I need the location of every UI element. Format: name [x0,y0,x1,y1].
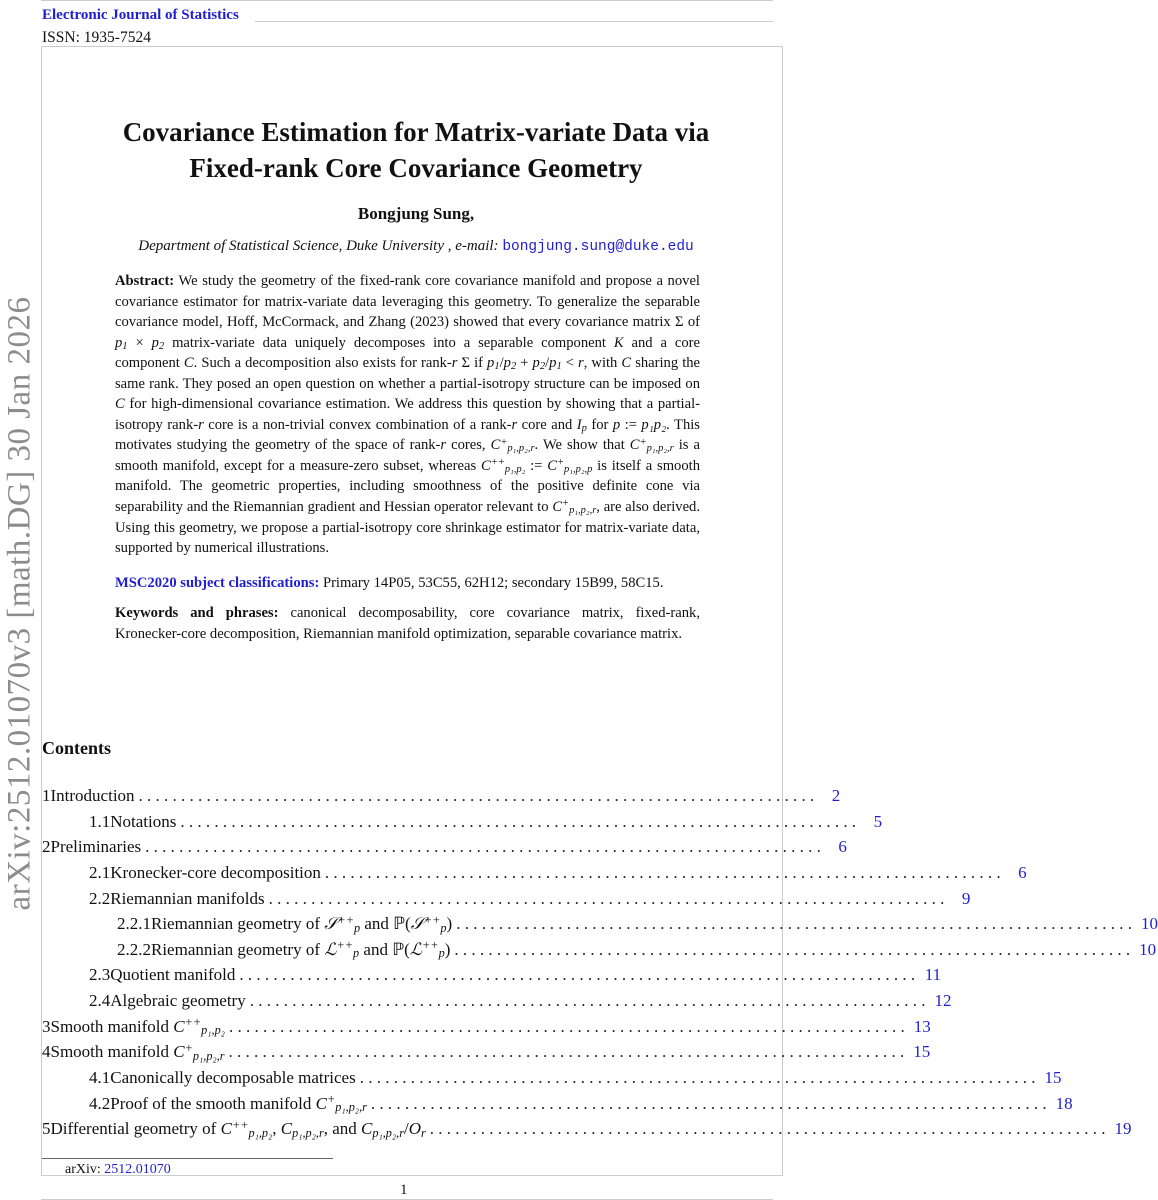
math-subscript: p [581,422,587,434]
affiliation [60,238,772,255]
math-subscript: p₁,p₂,r [292,1125,324,1140]
toc-page-link[interactable]: 6 [838,837,847,857]
keywords [115,603,700,644]
issn: ISSN: 1935-7524 [42,29,151,46]
math-symbol: C++p₁,p₂ [173,1015,225,1038]
math-subscript: p [440,920,447,935]
math-superscript: ++ [231,1117,249,1132]
toc-entry-number: 1.1 [89,811,111,831]
math-symbol: p2 [151,334,165,352]
toc-entry-title[interactable]: Canonically decomposable matrices [110,1068,356,1088]
toc-entry-title[interactable]: Kronecker-core decomposition [110,862,321,882]
contents-heading: Contents [42,738,112,758]
journal-rule [255,21,773,22]
math-symbol: 𝒮++p [324,912,361,935]
toc-page-link[interactable]: 11 [924,965,942,985]
math-superscript: + [556,457,565,469]
toc-entry-number: 2.3 [89,965,111,985]
toc-entry[interactable] [42,862,1027,889]
dot-leader: . . . . . . . . . . . . . . . . . . . . . . . . . . . . . . . . . . . . . . . . . . . . . . . . . . . . . . . . . . . . . . . . . . . . . . . . . . . . . . . . [249,991,926,1011]
math-symbol: p [612,416,621,433]
math-symbol: Cp₁,p₂,r [361,1119,404,1140]
toc-entry-title[interactable]: Differential geometry of C++p₁,p₂, Cp₁,p₂,r, and Cp₁,p₂,r/Or [50,1117,426,1140]
math-symbol: C+p₁,p₂,r [173,1040,225,1063]
toc-page-link[interactable]: 12 [934,991,952,1011]
toc-page-link[interactable]: 2 [831,786,841,805]
dot-leader: . . . . . . . . . . . . . . . . . . . . . . . . . . . . . . . . . . . . . . . . . . . . . . . . . . . . . . . . . . . . . . . . . . . . . . . . . . . . . . . . [429,1119,1106,1139]
math-symbol: p1 [549,355,562,373]
keywords-label: Keywords and phrases: [115,605,279,622]
toc-entry-number: 2.2 [89,888,111,908]
math-symbol: p2 [503,355,517,373]
math-symbol: r [511,416,518,433]
math-symbol: p2 [532,355,546,373]
math-superscript: ++ [337,912,354,927]
affiliation-text: Department of Statistical Science, Duke University , e-mail: [138,238,503,254]
toc-page-link[interactable]: 15 [1044,1068,1062,1088]
math-subscript: p [353,946,360,961]
toc-page-link[interactable]: 13 [913,1016,931,1036]
math-symbol: C+p₁,p₂,r [552,498,597,517]
msc-label-link[interactable]: MSC2020 subject classifications: [115,574,320,591]
toc-entry[interactable] [42,837,847,863]
math-symbol: r [198,416,204,433]
math-subscript: p [438,946,445,961]
toc-entry[interactable] [42,1092,1073,1120]
paper-title [60,114,772,186]
title-line-2: Fixed-rank Core Covariance Geometry [189,153,643,183]
toc-entry-title[interactable]: Riemannian manifolds [110,888,265,908]
math-superscript: ++ [423,912,441,927]
math-superscript: + [562,498,570,510]
dot-leader: . . . . . . . . . . . . . . . . . . . . . . . . . . . . . . . . . . . . . . . . . . . . . . . . . . . . . . . . . . . . . . . . . . . . . . . . . . . . . . . . [456,914,1132,934]
toc-entry-title[interactable]: Smooth manifold C+p₁,p₂,r [50,1040,225,1063]
math-symbol: C+p₁,p₂,r [315,1092,367,1115]
arxiv-sidebar-stamp: arXiv:2512.01070v3 [math.DG] 30 Jan 2026 [1,296,38,911]
toc-entry-number: 4.1 [89,1068,111,1088]
math-superscript: ++ [490,457,505,469]
math-symbol: p1 [487,355,500,373]
toc-entry-title[interactable]: Smooth manifold C++p₁,p₂ [50,1015,225,1038]
toc-entry-number: 2.2.1 [117,914,151,934]
toc-entry-title[interactable]: Preliminaries [50,837,142,857]
toc-entry[interactable] [42,1015,931,1043]
math-symbol: C [621,355,632,372]
toc-entry[interactable] [42,1068,1062,1094]
math-subscript: p₁,p₂,r [335,1100,367,1115]
math-subscript: p₁,p₂,p [564,464,593,476]
math-symbol: p1 [115,334,128,352]
keywords-text: canonical decomposability, core covariance matrix, fixed-rank, Kronecker-core decomposition, Riemannian manifold optimization, separable covariance matrix. [115,605,701,642]
toc-entry-number: 5 [42,1119,51,1139]
math-symbol: 𝒮++p [410,912,447,935]
toc-page-link[interactable]: 10 [1140,914,1158,934]
math-symbol: r [451,355,458,372]
math-subscript: p [353,920,361,935]
math-subscript: p₁,p₂,r [646,443,674,455]
toc-page-link[interactable]: 15 [913,1042,931,1062]
toc-entry-title[interactable]: Quotient manifold [110,965,236,985]
footnote [65,1162,171,1178]
math-superscript: ++ [422,938,439,953]
toc-entry-number: 2.1 [89,862,111,882]
math-subscript: 2 [510,361,517,373]
abstract [115,271,700,559]
journal-name-link[interactable]: Electronic Journal of Statistics [42,7,239,23]
math-subscript: p₁,p₂,r [569,505,597,517]
toc-entry[interactable] [42,786,841,812]
toc-entry[interactable] [42,888,971,915]
toc-entry[interactable] [42,811,883,838]
math-subscript: 2 [158,340,165,352]
dot-leader: . . . . . . . . . . . . . . . . . . . . . . . . . . . . . . . . . . . . . . . . . . . . . . . . . . . . . . . . . . . . . . . . . . . . . . . . . . . . . . . . [145,837,821,857]
toc-entry-number: 3 [42,1016,51,1036]
toc-entry[interactable] [42,965,942,991]
toc-entry-number: 4 [42,1042,51,1062]
dot-leader: . . . . . . . . . . . . . . . . . . . . . . . . . . . . . . . . . . . . . . . . . . . . . . . . . . . . . . . . . . . . . . . . . . . . . . . . . . . . . . . . [324,862,1001,882]
toc-entry-number: 2.4 [89,991,111,1011]
math-superscript: + [184,1040,193,1055]
toc-page-link[interactable]: 5 [873,811,883,831]
dot-leader: . . . . . . . . . . . . . . . . . . . . . . . . . . . . . . . . . . . . . . . . . . . . . . . . . . . . . . . . . . . . . . . . . . . . . . . . . . . . . . . . [359,1068,1036,1088]
dot-leader: . . . . . . . . . . . . . . . . . . . . . . . . . . . . . . . . . . . . . . . . . . . . . . . . . . . . . . . . . . . . . . . . . . . . . . . . . . . . . . . . [138,786,815,805]
dot-leader: . . . . . . . . . . . . . . . . . . . . . . . . . . . . . . . . . . . . . . . . . . . . . . . . . . . . . . . . . . . . . . . . . . . . . . . . . . . . . . . . [228,1016,905,1036]
toc-entry-title[interactable]: Proof of the smooth manifold C+p₁,p₂,r [110,1092,367,1115]
math-subscript: 2 [539,361,546,373]
toc-entry[interactable] [42,912,1158,940]
math-superscript: + [500,436,508,448]
table-of-contents [42,786,1158,1145]
dot-leader: . . . . . . . . . . . . . . . . . . . . . . . . . . . . . . . . . . . . . . . . . . . . . . . . . . . . . . . . . . . . . . . . . . . . . . . . . . . . . . . . [180,811,857,831]
math-subscript: p₁,p₂ [201,1023,225,1038]
toc-entry[interactable] [42,938,1157,966]
math-subscript: r [421,1125,426,1140]
title-line-1: Covariance Estimation for Matrix-variate Data via [122,117,710,147]
footnote-prefix: arXiv: [65,1162,105,1177]
math-symbol: Σ [461,355,471,372]
page-number: 1 [400,1182,408,1198]
toc-entry-number: 2.2.2 [117,939,151,959]
toc-page-link[interactable]: 10 [1139,939,1157,959]
math-subscript: 1 [122,340,128,352]
math-symbol: ℒ++p [409,938,445,961]
math-symbol: Or [408,1119,426,1140]
front-matter [115,271,700,644]
toc-entry-title[interactable]: Riemannian geometry of ℒ++p and ℙ(ℒ++p) [151,938,451,961]
toc-entry[interactable] [42,1040,931,1068]
math-superscript: ++ [336,938,354,953]
toc-page-link[interactable]: 9 [961,888,971,908]
math-symbol: C+p₁,p₂,p [547,457,593,476]
math-symbol: p₁p₂ [641,416,667,433]
toc-entry-number: 2 [42,837,51,857]
math-subscript: p₁,p₂ [504,464,526,476]
math-symbol: r [578,355,584,372]
math-symbol: Σ [675,314,684,331]
math-superscript: + [639,436,647,448]
math-symbol: Cp₁,p₂,r [280,1119,324,1140]
toc-entry-title[interactable]: Notations [110,811,177,831]
math-subscript: p₁,p₂,r [192,1048,225,1063]
math-superscript: ++ [184,1015,202,1030]
dot-leader: . . . . . . . . . . . . . . . . . . . . . . . . . . . . . . . . . . . . . . . . . . . . . . . . . . . . . . . . . . . . . . . . . . . . . . . . . . . . . . . . [268,888,945,908]
math-symbol: ℒ++p [324,938,360,961]
author: Bongjung Sung, [357,204,475,223]
toc-entry[interactable] [42,991,952,1017]
msc-classifications [115,573,700,594]
math-symbol: C++p₁,p₂ [220,1117,273,1140]
dot-leader: . . . . . . . . . . . . . . . . . . . . . . . . . . . . . . . . . . . . . . . . . . . . . . . . . . . . . . . . . . . . . . . . . . . . . . . . . . . . . . . . [370,1093,1047,1113]
arxiv-id-link[interactable]: 2512.01070 [104,1162,171,1177]
abstract-body: We study the geometry of the fixed-rank core covariance manifold and propose a novel covariance estimator for matrix-variate data leveraging this geometry. To generalize the separable covariance model, Hoff, McCormack, and Zhang (2023) showed that every covariance matrix Σ of p1 × p2 matrix-variate data uniquely decomposes into a separable component K and a core component C. Such a decomposition also exists for rank-r Σ if p1/p2 + p2/p1 < r, with C sharing the same rank. They posed an open question on whether a partial-isotropy structure can be imposed on C for high-dimensional covariance estimation. We address this question by showing that a partial-isotropy rank-r core is a non-trivial convex combination of a rank-r core and Ip for p := p₁p₂. This motivates studying the geometry of the space of rank-r cores, C+p₁,p₂,r. We show that C+p₁,p₂,r is a smooth manifold, except for a measure-zero subset, whereas C++p₁,p₂ := C+p₁,p₂,p is itself a smooth manifold. The geometric properties, including smoothness of the positive definite cone via separability and the Riemannian gradient and Hessian operator relevant to C+p₁,p₂,r, are also derived. Using this geometry, we propose a partial-isotropy core shrinkage estimator for matrix-variate data, supported by numerical illustrations. [115,273,701,557]
math-symbol: C+p₁,p₂,r [629,436,674,455]
toc-entry-number: 1 [42,786,51,805]
math-symbol: C++p₁,p₂ [480,457,526,476]
toc-entry-number: 4.2 [89,1093,111,1113]
math-subscript: 1 [556,361,562,373]
toc-entry-title[interactable]: Riemannian geometry of 𝒮++p and ℙ(𝒮++p) [151,912,453,935]
math-symbol: r [440,437,447,454]
toc-entry[interactable] [42,1117,1132,1145]
math-symbol: C [115,396,125,413]
footnote-rule [42,1158,333,1159]
math-subscript: p₁,p₂,r [372,1125,404,1140]
top-rule [41,0,773,1]
math-symbol: Ip [576,416,587,434]
toc-entry-title[interactable]: Algebraic geometry [110,991,246,1011]
math-symbol: K [613,334,624,351]
toc-entry-title[interactable]: Introduction [50,786,135,805]
toc-page-link[interactable]: 6 [1018,862,1027,882]
email-link[interactable]: bongjung.sung@duke.edu [502,239,694,255]
math-subscript: p₁,p₂,r [507,443,535,455]
math-symbol: C+p₁,p₂,r [490,436,535,455]
math-subscript: p₁,p₂ [248,1125,273,1140]
dot-leader: . . . . . . . . . . . . . . . . . . . . . . . . . . . . . . . . . . . . . . . . . . . . . . . . . . . . . . . . . . . . . . . . . . . . . . . . . . . . . . . . [239,965,916,985]
dot-leader: . . . . . . . . . . . . . . . . . . . . . . . . . . . . . . . . . . . . . . . . . . . . . . . . . . . . . . . . . . . . . . . . . . . . . . . . . . . . . . . . [228,1042,905,1062]
math-superscript: + [327,1092,336,1107]
toc-page-link[interactable]: 19 [1114,1119,1132,1139]
abstract-label: Abstract: [115,273,175,289]
math-subscript: 1 [494,361,500,373]
math-symbol: C [183,355,194,372]
msc-text: Primary 14P05, 53C55, 62H12; secondary 15B99, 58C15. [319,574,664,591]
toc-page-link[interactable]: 18 [1055,1093,1073,1113]
dot-leader: . . . . . . . . . . . . . . . . . . . . . . . . . . . . . . . . . . . . . . . . . . . . . . . . . . . . . . . . . . . . . . . . . . . . . . . . . . . . . . . . [454,939,1131,959]
